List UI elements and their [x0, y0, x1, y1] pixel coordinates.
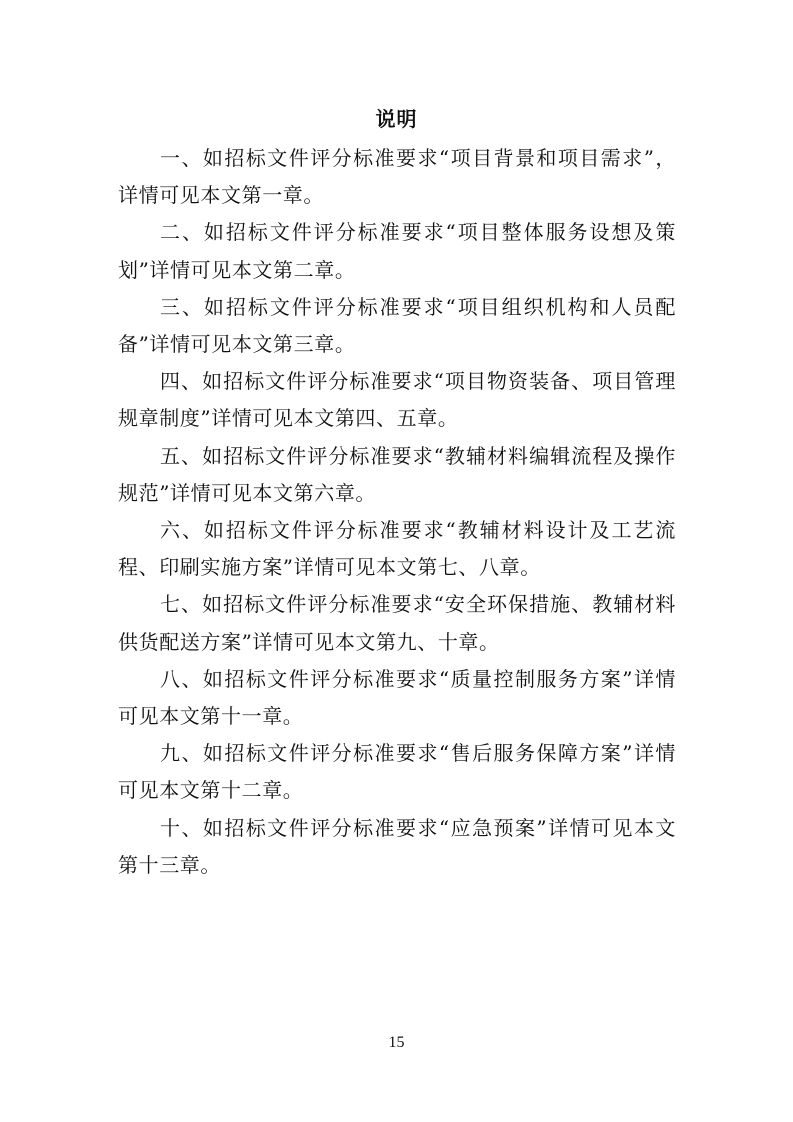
paragraph-10: 十、如招标文件评分标准要求“应急预案”详情可见本文第十三章。 — [118, 815, 676, 877]
paragraph-4: 四、如招标文件评分标准要求“项目物资装备、项目管理规章制度”详情可见本文第四、五章。 — [118, 369, 676, 431]
page-number: 15 — [388, 1034, 405, 1051]
paragraph-3: 三、如招标文件评分标准要求“项目组织机构和人员配备”详情可见本文第三章。 — [118, 294, 676, 357]
paragraph-8: 八、如招标文件评分标准要求“质量控制服务方案”详情可见本文第十一章。 — [118, 666, 676, 729]
paragraph-2: 二、如招标文件评分标准要求“项目整体服务设想及策划”详情可见本文第二章。 — [118, 220, 676, 282]
paragraph-1: 一、如招标文件评分标准要求“项目背景和项目需求”，详情可见本文第一章。 — [118, 146, 676, 208]
paragraph-5: 五、如招标文件评分标准要求“教辅材料编辑流程及操作规范”详情可见本文第六章。 — [118, 443, 676, 505]
page-title: 说明 — [375, 107, 418, 131]
document-body — [118, 140, 676, 884]
paragraph-6: 六、如招标文件评分标准要求“教辅材料设计及工艺流程、印刷实施方案”详情可见本文第七、八章。 — [118, 518, 676, 580]
paragraph-9: 九、如招标文件评分标准要求“售后服务保障方案”详情可见本文第十二章。 — [118, 741, 676, 803]
paragraph-7: 七、如招标文件评分标准要求“安全环保措施、教辅材料供货配送方案”详情可见本文第九、十章。 — [118, 592, 676, 654]
